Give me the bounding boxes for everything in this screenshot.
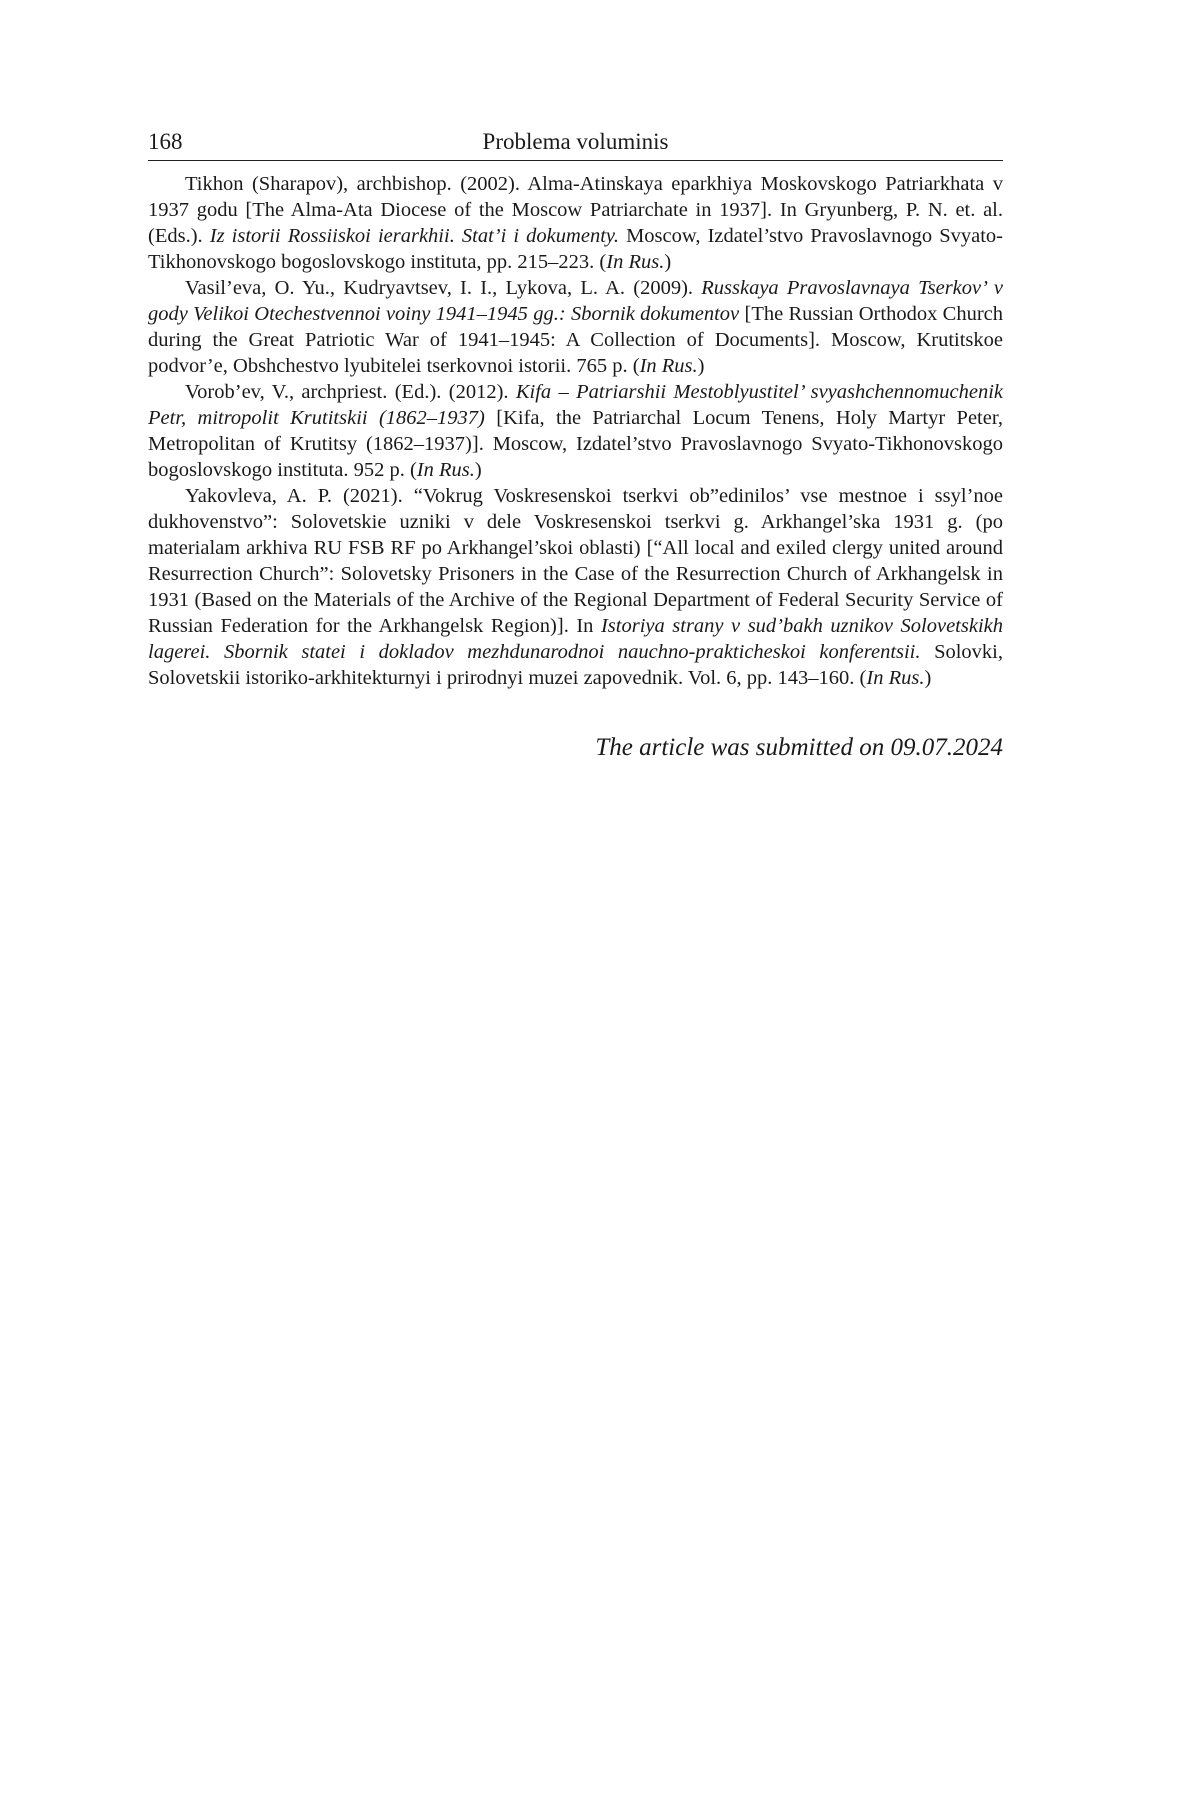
- reference-text-segment: Yakovleva, A. P. (2021). “Vokrug Voskresenskoi tserkvi ob”edinilos’ vse mestnoe i ssyl’noe dukhovenstvo”: Solovetskie uzniki v dele Voskresenskoi tserkvi g. Arkhangel’ska 1931 g. (po materialam arkhiva RU FSB RF po Arkhangel’skoi oblasti) [“All local and exiled clergy united around Resurrection Church”: Solovetsky Prisoners in the Case of the Resurrection Church of Arkhangelsk in 1931 (Based on the Materials of the Archive of the Regional Department of Federal Security Service of Russian Federation for the Arkhangelsk Region)]. In: [148, 485, 1003, 637]
- reference-text-segment: [Kifa, the Patriarchal Locum Tenens, Holy Martyr Peter, Metropolitan of Krutitsy (1862–1937)]. Moscow, Izdatel’stvo Pravoslavnogo Svyato-Tikhonovskogo bogoslovskogo instituta. 952 p. (: [148, 407, 1003, 481]
- reference-italic-segment: Istoriya strany v sud’bakh uznikov Solovetskikh lagerei. Sbornik statei i dokladov mezhdunarodnoi nauchno-prakticheskoi konferentsii.: [148, 615, 1003, 663]
- reference-list: [148, 171, 1003, 691]
- reference-text-segment: Vorob’ev, V., archpriest. (Ed.). (2012).: [185, 381, 516, 403]
- reference-text-segment: ): [475, 459, 482, 481]
- reference-text-segment: Vasil’eva, O. Yu., Kudryavtsev, I. I., Lykova, L. A. (2009).: [185, 277, 701, 299]
- reference-italic-segment: Kifa – Patriarshii Mestoblyustitel’ svyashchennomuchenik Petr, mitropolit Krutitskii (1862–1937): [148, 381, 1003, 429]
- reference-text-segment: Tikhon (Sharapov), archbishop. (2002). Alma-Atinskaya eparkhiya Moskovskogo Patriarkhata v 1937 godu [The Alma-Ata Diocese of the Moscow Patriarchate in 1937]. In Gryunberg, P. N. et. al. (Eds.).: [148, 173, 1003, 247]
- reference-italic-segment: Iz istorii Rossiiskoi ierarkhii. Stat’i i dokumenty.: [210, 225, 619, 247]
- reference-italic-segment: Russkaya Pravoslavnaya Tserkov’ v gody Velikoi Otechestvennoi voiny 1941–1945 gg.: Sbornik dokumentov: [148, 277, 1003, 325]
- page-header: [148, 128, 1003, 161]
- reference-entry: [148, 483, 1003, 691]
- submission-date-note: The article was submitted on 09.07.2024: [148, 733, 1003, 763]
- reference-italic-segment: In Rus.: [606, 251, 664, 273]
- reference-italic-segment: In Rus.: [417, 459, 475, 481]
- document-page: [148, 128, 1003, 763]
- reference-entry: [148, 171, 1003, 275]
- reference-italic-segment: In Rus.: [640, 355, 698, 377]
- reference-text-segment: Solovki, Solovetskii istoriko-arkhitekturnyi i prirodnyi muzei zapovednik. Vol. 6, pp. 143–160. (: [148, 641, 1003, 689]
- reference-text-segment: ): [664, 251, 671, 273]
- reference-text-segment: [The Russian Orthodox Church during the Great Patriotic War of 1941–1945: A Collection of Documents]. Moscow, Krutitskoe podvor’e, Obshchestvo lyubitelei tserkovnoi istorii. 765 p. (: [148, 303, 1003, 377]
- running-title: Problema voluminis: [148, 128, 1003, 156]
- page-number: 168: [148, 128, 183, 156]
- reference-text-segment: ): [698, 355, 705, 377]
- reference-entry: [148, 379, 1003, 483]
- reference-italic-segment: In Rus.: [866, 667, 924, 689]
- reference-text-segment: Moscow, Izdatel’stvo Pravoslavnogo Svyato-Tikhonovskogo bogoslovskogo instituta, pp. 215–223. (: [148, 225, 1003, 273]
- reference-text-segment: ): [924, 667, 931, 689]
- reference-entry: [148, 275, 1003, 379]
